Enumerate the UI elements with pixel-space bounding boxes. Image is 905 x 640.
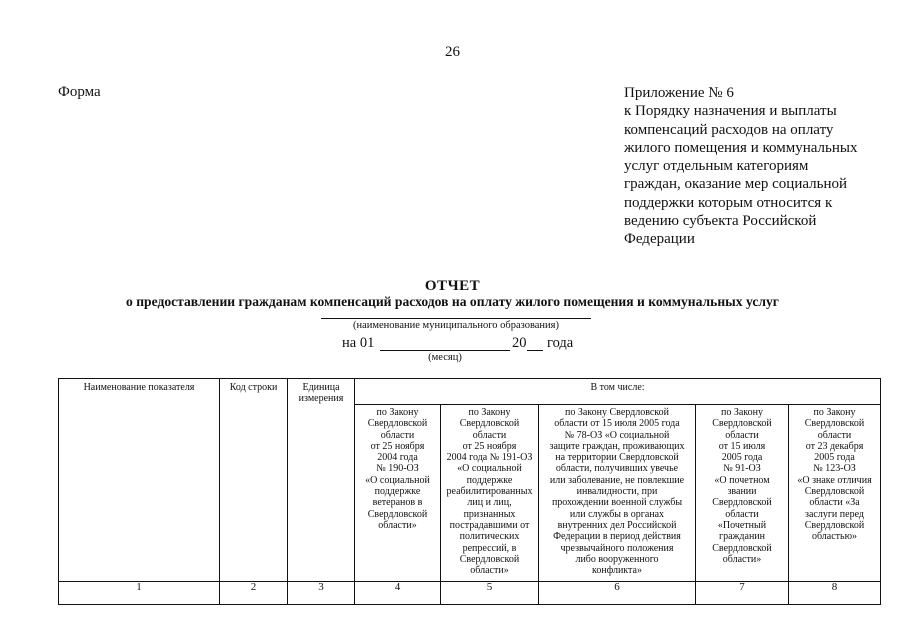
header-line-code: Код строки: [220, 379, 288, 582]
appendix-line: Федерации: [624, 231, 695, 248]
date-prefix: на 01: [342, 335, 375, 351]
report-subtitle: о предоставлении гражданам компенсаций расходов на оплату жилого помещения и коммунальных услуг: [126, 294, 779, 309]
appendix-line: ведению субъекта Российской: [624, 213, 817, 230]
column-number: 5: [441, 582, 539, 605]
appendix-line: жилого помещения и коммунальных: [624, 139, 858, 156]
month-blank-line: [380, 350, 510, 351]
appendix-line: граждан, оказание мер социальной: [624, 176, 848, 193]
appendix-line: к Порядку назначения и выплаты: [624, 103, 837, 120]
year-blank-line: [527, 350, 543, 351]
subheader-law-78: по Закону Свердловской области от 15 июля 2005 года № 78-ОЗ «О социальной защите граждан, проживающих на территории Свердловской области, получивших увечье или заболевание, не повлекшие инвалидности, при прохождении военной службы или службы в органах внутренних дел Российской Федерации в период действия чрезвычайного положения либо вооруженного конфликта»: [539, 405, 696, 582]
header-indicator: Наименование показателя: [59, 379, 220, 582]
column-number: 2: [220, 582, 288, 605]
header-unit: Единица измерения: [288, 379, 355, 582]
appendix-block: [624, 84, 874, 249]
municipality-blank-line: [321, 318, 591, 319]
header-including: В том числе:: [355, 379, 881, 405]
form-label: Форма: [58, 84, 101, 100]
subheader-law-91: по Закону Свердловской области от 15 июля 2005 года № 91-ОЗ «О почетном звании Свердловской области «Почетный гражданин Свердловской области»: [696, 405, 789, 582]
appendix-line: поддержки которым относится к: [624, 194, 833, 211]
column-number-row: [59, 582, 881, 605]
column-number: 4: [355, 582, 441, 605]
appendix-line: компенсаций расходов на оплату: [624, 121, 834, 138]
subheader-law-191: по Закону Свердловской области от 25 ноября 2004 года № 191-ОЗ «О социальной поддержке реабилитированных лиц и лиц, признанных пострадавшими от политических репрессий, в Свердловской области»: [441, 405, 539, 582]
report-table: [58, 378, 881, 605]
subheader-law-123: по Закону Свердловской области от 23 декабря 2005 года № 123-ОЗ «О знаке отличия Свердловской области «За заслуги перед Свердловской областью»: [789, 405, 881, 582]
page-number: 26: [445, 44, 460, 60]
column-number: 8: [789, 582, 881, 605]
column-number: 3: [288, 582, 355, 605]
municipality-caption: (наименование муниципального образования): [352, 320, 560, 331]
subheader-law-190: по Закону Свердловской области от 25 ноября 2004 года № 190-ОЗ «О социальной поддержке ветеранов в Свердловской области»: [355, 405, 441, 582]
year-suffix: года: [547, 335, 574, 351]
column-number: 6: [539, 582, 696, 605]
year-prefix: 20: [512, 335, 527, 351]
appendix-line: услуг отдельным категориям: [624, 158, 809, 175]
column-number: 7: [696, 582, 789, 605]
appendix-line: Приложение № 6: [624, 85, 734, 101]
month-caption: (месяц): [428, 352, 462, 363]
column-number: 1: [59, 582, 220, 605]
report-title: ОТЧЕТ: [424, 278, 481, 294]
